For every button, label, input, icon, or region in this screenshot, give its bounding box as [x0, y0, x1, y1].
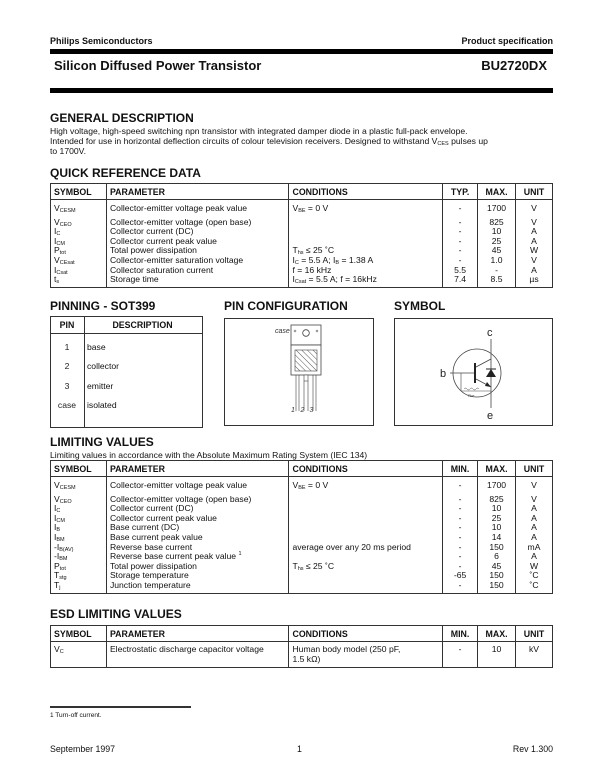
symbol-heading: SYMBOL — [394, 299, 446, 313]
cell-symbol: $I_{CM}$ — [51, 237, 107, 247]
table-row — [51, 477, 553, 495]
col-parameter: PARAMETER — [106, 184, 289, 200]
cell-symbol: $-I_{B(AV)}$ — [51, 543, 107, 553]
part-number: BU2720DX — [481, 58, 547, 73]
table-header-row — [51, 626, 553, 642]
col-conditions: CONDITIONS — [289, 461, 443, 477]
cell-conditions — [289, 227, 443, 237]
pinning-heading: PINNING - SOT399 — [50, 299, 156, 313]
cell-min: - — [443, 504, 478, 514]
cell-conditions: $T_{hs} \le 25$ ˚C — [289, 562, 443, 572]
cell-unit: ˚C — [516, 581, 553, 593]
cell-max: 825 — [478, 218, 516, 228]
cell-typ: - — [443, 237, 478, 247]
cell-parameter: Storage time — [106, 275, 289, 287]
svg-text:1: 1 — [291, 407, 295, 414]
cell-conditions — [289, 504, 443, 514]
cell-unit: V — [516, 477, 553, 495]
pin-configuration-diagram — [224, 318, 374, 426]
cell-parameter: Total power dissipation — [106, 246, 289, 256]
cell-unit: A — [516, 514, 553, 524]
footnote: 1 Turn-off current. — [50, 712, 102, 719]
cell-conditions — [289, 571, 443, 581]
cell-conditions: average over any 20 ms period — [289, 543, 443, 553]
cell-max: 150 — [478, 543, 516, 553]
col-symbol: SYMBOL — [51, 461, 107, 477]
desc-line-1: High voltage, high-speed switching npn transistor with integrated damper diode in a plastic full-pack envelope. — [50, 126, 468, 136]
col-unit: UNIT — [516, 184, 553, 200]
cell-symbol: $I_{BM}$ — [51, 533, 107, 543]
cell-symbol: $V_{CEO}$ — [51, 218, 107, 228]
cell-symbol: $I_C$ — [51, 504, 107, 514]
footer-date: September 1997 — [50, 744, 116, 754]
table-row — [51, 200, 553, 218]
esd-table — [50, 625, 553, 668]
col-pin: PIN — [59, 320, 75, 330]
footnote-divider — [50, 706, 191, 708]
cell-unit: A — [516, 266, 553, 276]
svg-text:b: b — [440, 368, 447, 380]
title-row — [54, 58, 547, 73]
desc-line-2: Intended for use in horizontal deflection circuits of colour television receivers. Designed to withstand $V_{CES}$ pulses up — [50, 136, 488, 147]
cell-max: 1700 — [478, 200, 516, 218]
cell-unit: V — [516, 495, 553, 505]
cell-max: 1700 — [478, 477, 516, 495]
cell-unit: V — [516, 218, 553, 228]
cell-symbol: $I_C$ — [51, 227, 107, 237]
page-footer — [50, 744, 553, 754]
cell-max: 150 — [478, 571, 516, 581]
cell-typ: - — [443, 218, 478, 228]
cell-min: - — [443, 514, 478, 524]
desc-line-3: to 1700V. — [50, 146, 87, 156]
pin-row: case isolated — [57, 400, 117, 411]
limiting-values-table — [50, 460, 553, 594]
cell-conditions — [289, 523, 443, 533]
col-max: MAX. — [478, 184, 516, 200]
col-typ: TYP. — [443, 184, 478, 200]
cell-min: - — [443, 533, 478, 543]
pin-row: 2 collector — [64, 361, 119, 372]
cell-parameter: Collector-emitter voltage (open base) — [106, 218, 289, 228]
cell-min: - — [443, 477, 478, 495]
cell-parameter: Collector current (DC) — [106, 227, 289, 237]
cell-conditions: $V_{BE} = 0$ V — [289, 200, 443, 218]
cell-unit: W — [516, 246, 553, 256]
cell-max: 25 — [478, 514, 516, 524]
cell-typ: 7.4 — [443, 275, 478, 287]
cell-conditions — [289, 218, 443, 228]
table-header-row — [51, 461, 553, 477]
cell-symbol: $V_{CESM}$ — [51, 477, 107, 495]
cell-unit: A — [516, 552, 553, 562]
table-header-row — [51, 184, 553, 200]
cell-max: 10 — [478, 227, 516, 237]
cell-parameter: Base current (DC) — [106, 523, 289, 533]
col-unit: UNIT — [516, 461, 553, 477]
cell-symbol: $t_s$ — [51, 275, 107, 287]
cell-unit: W — [516, 562, 553, 572]
cell-parameter: Total power dissipation — [106, 562, 289, 572]
col-parameter: PARAMETER — [106, 461, 289, 477]
cell-min: -65 — [443, 571, 478, 581]
cell-max: 10 — [478, 523, 516, 533]
cell-conditions — [289, 581, 443, 593]
col-parameter: PARAMETER — [106, 626, 289, 642]
cell-max: 825 — [478, 495, 516, 505]
cell-parameter: Storage temperature — [106, 571, 289, 581]
cell-parameter: Collector-emitter saturation voltage — [106, 256, 289, 266]
cell-max: 150 — [478, 581, 516, 593]
svg-text:3: 3 — [309, 407, 314, 414]
col-max: MAX. — [478, 461, 516, 477]
table-row — [51, 581, 553, 593]
cell-unit: V — [516, 256, 553, 266]
cell-typ: - — [443, 200, 478, 218]
quick-reference-heading: QUICK REFERENCE DATA — [50, 166, 201, 180]
transistor-symbol-diagram — [394, 318, 553, 426]
cell-symbol: $I_{Csat}$ — [51, 266, 107, 276]
cell-symbol: $I_B$ — [51, 523, 107, 533]
cell-symbol: $P_{tot}$ — [51, 562, 107, 572]
cell-symbol: $I_{CM}$ — [51, 514, 107, 524]
cell-parameter: Collector current peak value — [106, 514, 289, 524]
document-title: Silicon Diffused Power Transistor — [54, 58, 262, 73]
cell-max: 25 — [478, 237, 516, 247]
cell-conditions: $T_{hs} \le 25$ ˚C — [289, 246, 443, 256]
cell-unit: ˚C — [516, 571, 553, 581]
pinning-table — [50, 316, 203, 428]
pin-configuration-heading: PIN CONFIGURATION — [224, 299, 348, 313]
cell-symbol: $T_j$ — [51, 581, 107, 593]
cell-unit: A — [516, 533, 553, 543]
cell-unit: µs — [516, 275, 553, 287]
cell-parameter: Collector-emitter voltage peak value — [106, 477, 289, 495]
limiting-values-subtitle: Limiting values in accordance with the Absolute Maximum Rating System (IEC 134) — [50, 450, 368, 460]
cell-symbol: $V_{CEsat}$ — [51, 256, 107, 266]
cell-parameter: Base current peak value — [106, 533, 289, 543]
table-row: $V_C$ Electrostatic discharge capacitor voltage Human body model (250 pF, 1.5 kΩ) - 10 kV — [51, 642, 553, 668]
cell-min: - — [443, 581, 478, 593]
cell-parameter: Collector current peak value — [106, 237, 289, 247]
pinning-header-row — [51, 317, 202, 334]
cell-parameter: Collector-emitter voltage (open base) — [106, 495, 289, 505]
cell-min: - — [443, 543, 478, 553]
col-conditions: CONDITIONS — [289, 184, 443, 200]
col-unit: UNIT — [516, 626, 553, 642]
cell-typ: - — [443, 256, 478, 266]
cell-typ: 5.5 — [443, 266, 478, 276]
cell-parameter: Collector current (DC) — [106, 504, 289, 514]
svg-text:e: e — [487, 410, 494, 422]
header-rule-bottom — [50, 88, 553, 93]
cell-max: 14 — [478, 533, 516, 543]
col-description: DESCRIPTION — [112, 320, 173, 330]
col-min: MIN. — [443, 626, 478, 642]
quick-reference-table — [50, 183, 553, 288]
package-outline-icon — [225, 319, 372, 424]
cell-unit: V — [516, 200, 553, 218]
cell-conditions: $I_{Csat} = 5.5$ A; f = 16kHz — [289, 275, 443, 287]
col-symbol: SYMBOL — [51, 626, 107, 642]
general-description-text — [50, 126, 553, 156]
cell-conditions — [289, 495, 443, 505]
esd-heading: ESD LIMITING VALUES — [50, 607, 182, 621]
cell-conditions — [289, 514, 443, 524]
cell-parameter: Reverse base current — [106, 543, 289, 553]
svg-text:c: c — [487, 327, 493, 339]
npn-transistor-damper-diode-icon — [395, 319, 551, 424]
cell-min: - — [443, 562, 478, 572]
cell-min: - — [443, 523, 478, 533]
cell-max: 8.5 — [478, 275, 516, 287]
limiting-values-heading: LIMITING VALUES — [50, 435, 154, 449]
cell-symbol: $V_{CEO}$ — [51, 495, 107, 505]
col-conditions: CONDITIONS — [289, 626, 443, 642]
svg-text:2: 2 — [300, 407, 305, 414]
cell-parameter: Collector saturation current — [106, 266, 289, 276]
footer-revision: Rev 1.300 — [512, 744, 553, 754]
col-min: MIN. — [443, 461, 478, 477]
cell-max: - — [478, 266, 516, 276]
cell-conditions: $I_C = 5.5$ A; $I_B = 1.38$ A — [289, 256, 443, 266]
pin-row: 1 base — [64, 341, 106, 352]
cell-parameter: Junction temperature — [106, 581, 289, 593]
cell-unit: mA — [516, 543, 553, 553]
cell-max: 1.0 — [478, 256, 516, 266]
svg-text:case: case — [275, 328, 290, 335]
header-rule-top — [50, 49, 553, 54]
cell-max: 10 — [478, 504, 516, 514]
col-max: MAX. — [478, 626, 516, 642]
cell-typ: - — [443, 227, 478, 237]
cell-conditions: $V_{BE} = 0$ V — [289, 477, 443, 495]
cell-max: 45 — [478, 246, 516, 256]
cell-conditions: f = 16 kHz — [289, 266, 443, 276]
cell-symbol: $-I_{BM}$ — [51, 552, 107, 562]
company-name: Philips Semiconductors — [50, 36, 153, 46]
cell-typ: - — [443, 246, 478, 256]
page-header — [50, 36, 553, 46]
cell-min: - — [443, 495, 478, 505]
cell-unit: A — [516, 523, 553, 533]
svg-text:Rbe: Rbe — [468, 394, 475, 398]
cell-parameter: Reverse base current peak value $^1$ — [106, 552, 289, 562]
cell-symbol: $P_{tot}$ — [51, 246, 107, 256]
cell-symbol: $T_{stg}$ — [51, 571, 107, 581]
table-row — [51, 275, 553, 287]
cell-parameter: Collector-emitter voltage peak value — [106, 200, 289, 218]
col-symbol: SYMBOL — [51, 184, 107, 200]
cell-unit: A — [516, 227, 553, 237]
cell-max: 6 — [478, 552, 516, 562]
cell-min: - — [443, 552, 478, 562]
doc-type: Product specification — [461, 36, 553, 46]
cell-unit: A — [516, 237, 553, 247]
pin-row: 3 emitter — [64, 380, 114, 391]
cell-symbol: $V_{CESM}$ — [51, 200, 107, 218]
cell-unit: A — [516, 504, 553, 514]
general-description-heading: GENERAL DESCRIPTION — [50, 111, 194, 125]
footer-page-number: 1 — [297, 744, 302, 754]
cell-max: 45 — [478, 562, 516, 572]
